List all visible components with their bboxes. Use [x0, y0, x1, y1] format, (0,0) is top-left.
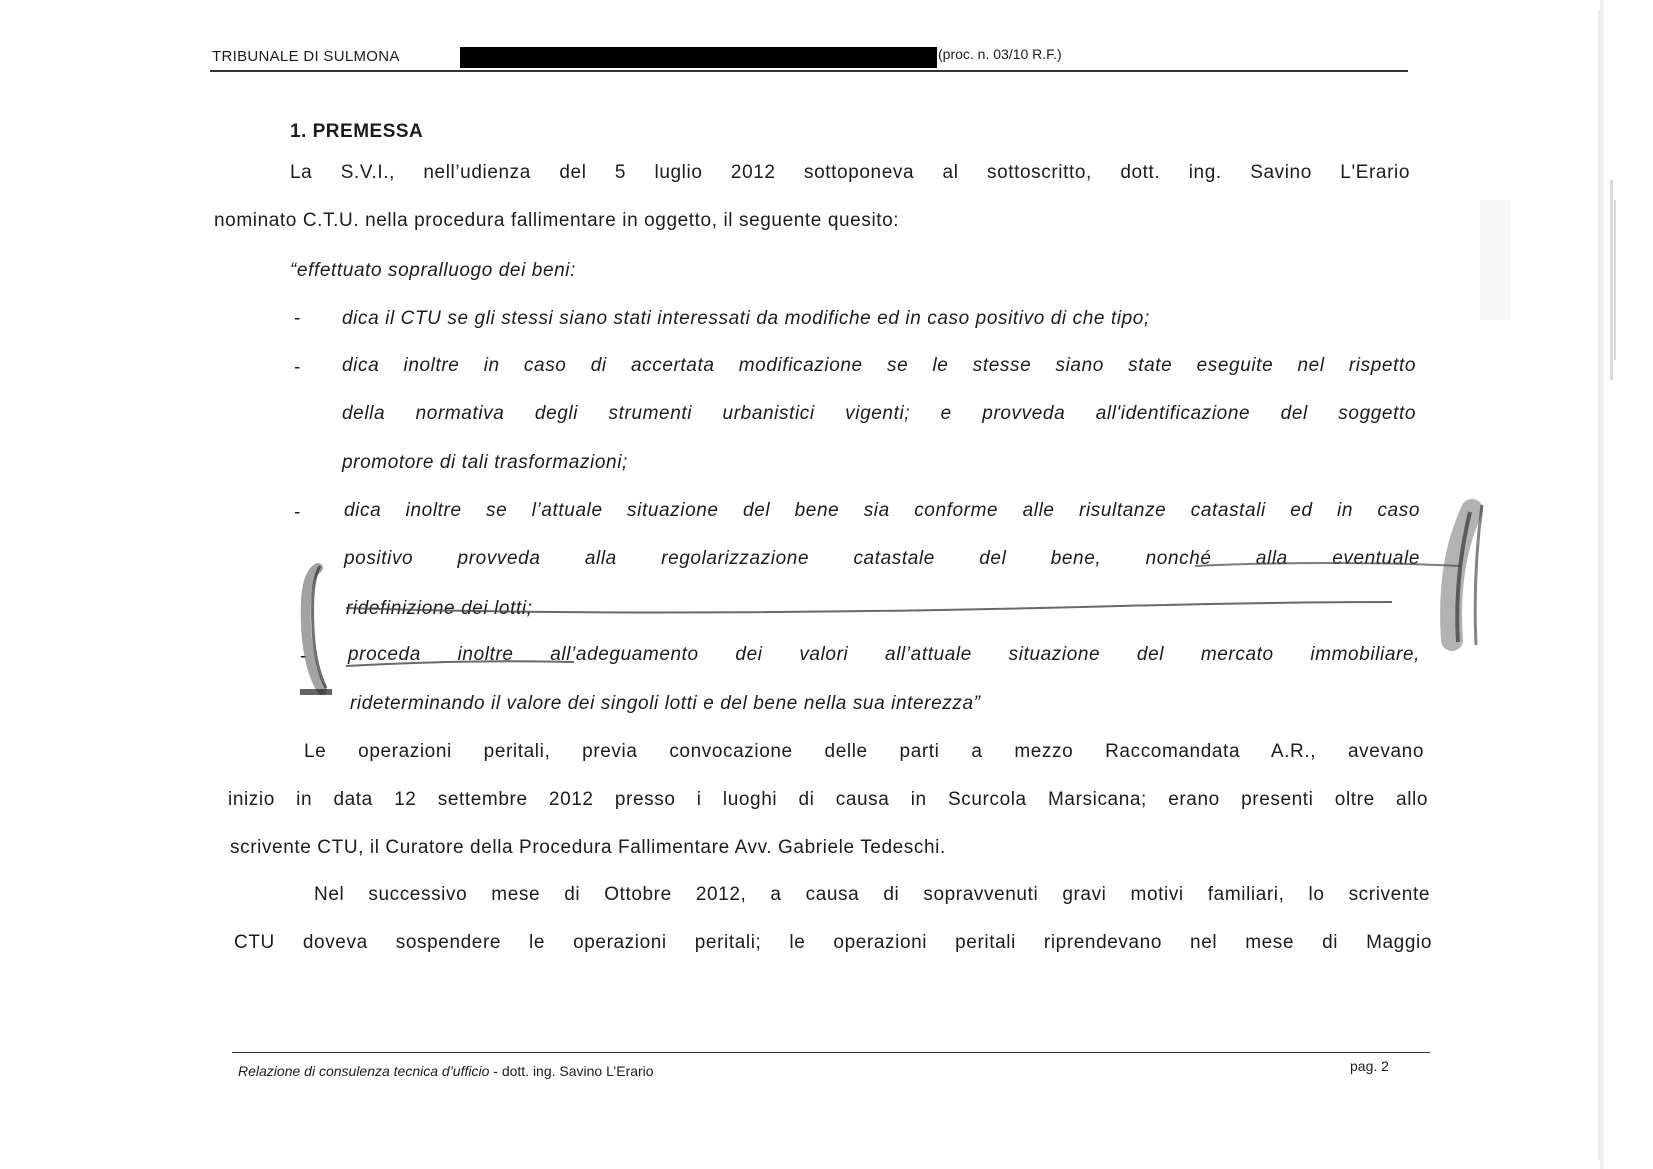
- question-item-continued: della normativa degli strumenti urbanistici vigenti; e provveda all'identificazione del soggetto: [342, 403, 1416, 424]
- paragraph-line: La S.V.I., nell’udienza del 5 luglio 2012 sottoponeva al sottoscritto, dott. ing. Savino L'Erario: [290, 162, 1410, 183]
- header-proc-number: (proc. n. 03/10 R.F.): [938, 46, 1062, 62]
- page-number: pag. 2: [1350, 1058, 1389, 1074]
- question-item: dica il CTU se gli stessi siano stati interessati da modifiche ed in caso positivo di che tipo;: [342, 308, 1150, 329]
- question-item-continued: positivo provveda alla regolarizzazione catastale del bene, nonché alla eventuale: [344, 548, 1420, 569]
- paragraph-line: scrivente CTU, il Curatore della Procedura Fallimentare Avv. Gabriele Tedeschi.: [230, 837, 946, 858]
- section-title: 1. PREMESSA: [290, 121, 424, 142]
- paragraph-line: Le operazioni peritali, previa convocazione delle parti a mezzo Raccomandata A.R., avevano: [304, 741, 1424, 762]
- question-intro: “effettuato sopralluogo dei beni:: [290, 260, 576, 281]
- paragraph-line: nominato C.T.U. nella procedura fallimentare in oggetto, il seguente quesito:: [214, 210, 900, 231]
- paragraph-line: CTU doveva sospendere le operazioni peritali; le operazioni peritali riprendevano nel mese di Maggio: [234, 932, 1432, 953]
- question-item: proceda inoltre all’adeguamento dei valori all’attuale situazione del mercato immobiliare,: [348, 644, 1420, 665]
- question-item-continued: promotore di tali trasformazioni;: [342, 452, 628, 473]
- question-item: dica inoltre se l’attuale situazione del bene sia conforme alle risultanze catastali ed in caso: [344, 500, 1420, 521]
- header-court: TRIBUNALE DI SULMONA: [212, 48, 400, 65]
- paragraph-line: inizio in data 12 settembre 2012 presso i luoghi di causa in Scurcola Marsicana; erano presenti oltre allo: [228, 789, 1428, 810]
- list-dash: -: [300, 646, 307, 667]
- question-item-continued: rideterminando il valore dei singoli lotti e del bene nella sua interezza”: [350, 693, 981, 714]
- footer-author: - dott. ing. Savino L’Erario: [489, 1063, 654, 1079]
- footer-report-name: Relazione di consulenza tecnica d’ufficio: [238, 1063, 490, 1079]
- list-dash: -: [294, 357, 301, 378]
- paragraph-line: Nel successivo mese di Ottobre 2012, a causa di sopravvenuti gravi motivi familiari, lo scrivente: [314, 884, 1430, 905]
- question-item: dica inoltre in caso di accertata modificazione se le stesse siano state eseguite nel rispetto: [342, 355, 1416, 376]
- list-dash: -: [294, 308, 301, 329]
- question-item-continued: ridefinizione dei lotti;: [346, 598, 533, 619]
- list-dash: -: [294, 502, 301, 523]
